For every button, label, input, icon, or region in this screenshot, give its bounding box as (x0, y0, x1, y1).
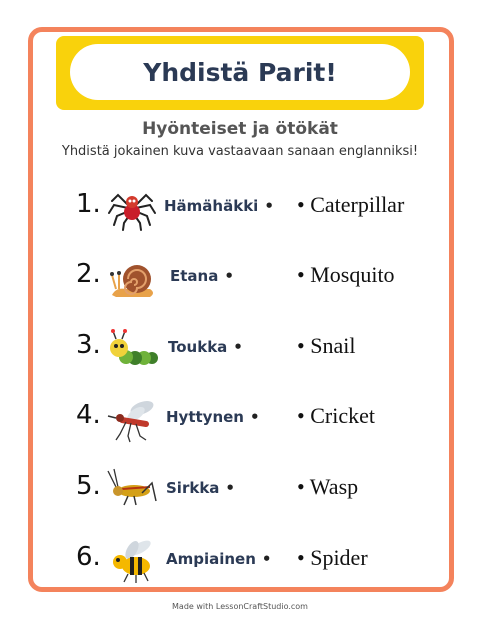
finnish-word: Toukka • (168, 338, 243, 356)
item-number: 4. (76, 400, 101, 430)
footer-credit: Made with LessonCraftStudio.com (172, 602, 308, 611)
match-row (0, 183, 480, 233)
english-word: • Cricket (297, 403, 375, 428)
wasp-icon (106, 536, 158, 586)
mosquito-icon (106, 394, 158, 444)
snail-icon (106, 253, 158, 303)
match-row (0, 324, 480, 374)
page-title: Yhdistä Parit! (143, 57, 337, 87)
item-number: 5. (76, 471, 101, 501)
finnish-word: Sirkka • (166, 479, 236, 497)
item-number: 6. (76, 542, 101, 572)
finnish-word: Ampiainen • (166, 550, 272, 568)
subtitle: Hyönteiset ja ötökät (142, 119, 338, 139)
english-word: • Snail (297, 333, 356, 358)
title-pill (70, 44, 410, 100)
item-number: 3. (76, 330, 101, 360)
match-row (0, 253, 480, 303)
item-number: 1. (76, 189, 101, 219)
english-word: • Wasp (297, 474, 359, 499)
match-row (0, 465, 480, 515)
finnish-word: Hyttynen • (166, 408, 260, 426)
item-number: 2. (76, 259, 101, 289)
english-word: • Mosquito (297, 262, 395, 287)
english-word: • Caterpillar (297, 192, 405, 217)
match-row (0, 536, 480, 586)
caterpillar-icon (106, 324, 158, 374)
english-word: • Spider (297, 545, 368, 570)
match-row (0, 394, 480, 444)
finnish-word: Hämähäkki • (164, 197, 274, 215)
cricket-icon (106, 465, 158, 515)
spider-icon (106, 183, 158, 233)
instructions: Yhdistä jokainen kuva vastaavaan sanaan englanniksi! (61, 144, 419, 159)
finnish-word: Etana • (170, 267, 234, 285)
